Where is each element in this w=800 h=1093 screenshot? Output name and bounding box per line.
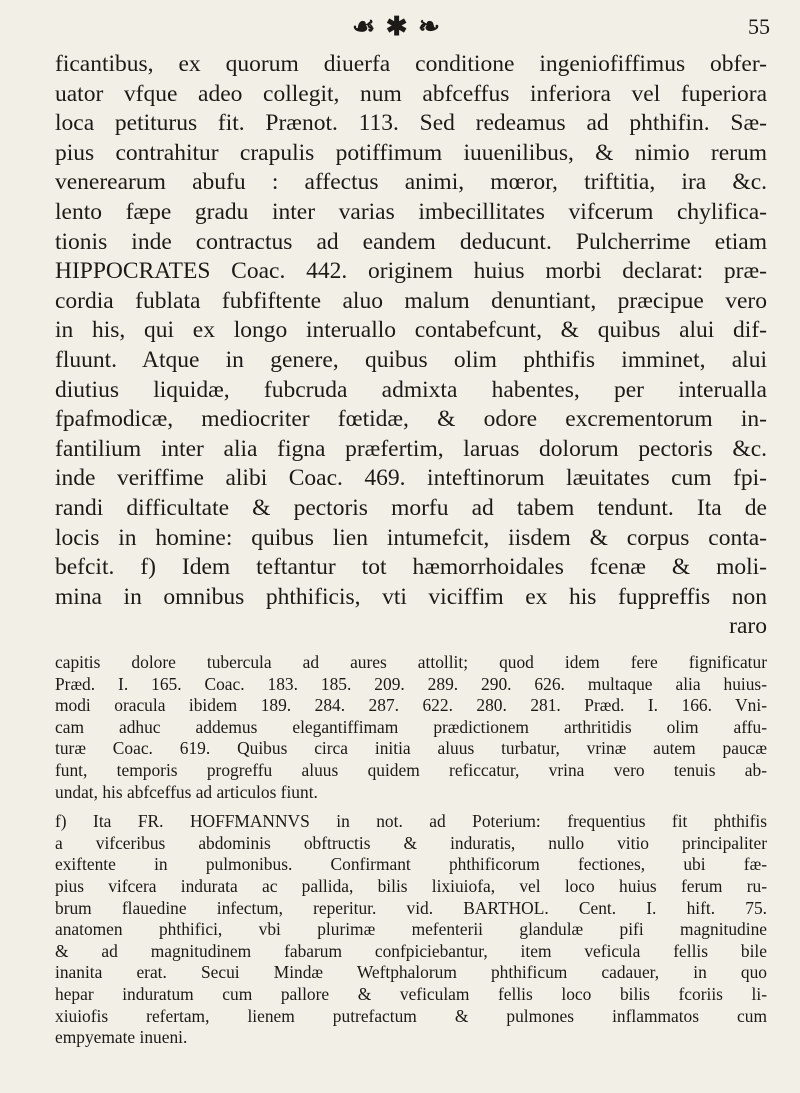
- text-line: cordia fublata fubfiftente aluo malum denuntiant, præcipue vero: [55, 287, 767, 314]
- footnote-line: Præd. I. 165. Coac. 183. 185. 209. 289. 290. 626. multaque alia huius-: [55, 673, 767, 694]
- text-line: locis in homine: quibus lien intumefcit, iisdem & corpus conta-: [55, 524, 767, 551]
- text-line: loca petiturus fit. Prænot. 113. Sed redeamus ad phthifin. Sæ-: [55, 110, 767, 137]
- footnote-line: pius vifcera indurata ac pallida, bilis lixiuiofa, vel loco huius ferum ru-: [55, 875, 767, 896]
- footnote-line: funt, temporis progreffu aluus quidem reficcatur, vrina vero tenuis ab-: [55, 759, 767, 780]
- footnote-line: xiuiofis refertam, lienem putrefactum & pulmones inflammatos cum: [55, 1005, 767, 1026]
- footnote-line: cam adhuc addemus elegantiffimam prædictionem arthritidis olim affu-: [55, 716, 767, 737]
- note-separator: [55, 803, 767, 811]
- text-line: raro: [729, 613, 767, 640]
- text-line: fantilium inter alia figna præfertim, laruas dolorum pectoris &c.: [55, 435, 767, 462]
- footnote-line: turæ Coac. 619. Quibus circa initia aluus turbatur, vrinæ autem paucæ: [55, 738, 767, 759]
- footnote-line: exiftente in pulmonibus. Confirmant phthificorum fectiones, ubi fæ-: [55, 854, 767, 875]
- page-number: 55: [748, 14, 770, 39]
- text-line: fpafmodicæ, mediocriter fœtidæ, & odore excrementorum in-: [55, 406, 767, 433]
- footnotes-block: [55, 652, 767, 1049]
- text-line: venerearum abufu : affectus animi, mœror, triftitia, ira &c.: [55, 169, 767, 196]
- text-line: lento fæpe gradu inter varias imbecillitates vifcerum chylifica-: [55, 198, 767, 225]
- footnote-line: brum flauedine infectum, reperitur. vid. BARTHOL. Cent. I. hift. 75.: [55, 897, 767, 918]
- text-line: HIPPOCRATES Coac. 442. originem huius morbi declarat: præ-: [55, 258, 767, 285]
- footnote-line: undat, his abfceffus ad articulos fiunt.: [55, 781, 318, 802]
- footnote-line: f) Ita FR. HOFFMANNVS in not. ad Poterium: frequentius fit phthifis: [55, 811, 767, 832]
- text-line: diutius liquidæ, fubcruda admixta habentes, per interualla: [55, 376, 767, 403]
- text-line: ficantibus, ex quorum diuerfa conditione ingeniofiffimus obfer-: [55, 51, 767, 77]
- text-line: mina in omnibus phthificis, vti viciffim ex his fuppreffis non: [55, 583, 767, 610]
- text-line: inde veriffime alibi Coac. 469. inteftinorum læuitates cum fpi-: [55, 465, 767, 492]
- footnote-line: modi oracula ibidem 189. 284. 287. 622. 280. 281. Præd. I. 166. Vni-: [55, 695, 767, 716]
- running-header: [0, 8, 800, 48]
- text-line: pius contrahitur crapulis potiffimum iuuenilibus, & nimio rerum: [55, 139, 767, 166]
- footnote-line: hepar induratum cum pallore & veficulam fellis loco bilis fcoriis li-: [55, 983, 767, 1004]
- footnote-line: empyemate inueni.: [55, 1027, 188, 1048]
- text-line: tionis inde contractus ad eandem deducunt. Pulcherrime etiam: [55, 228, 767, 255]
- footnote-line: & ad magnitudinem fabarum confpiciebantur, item veficula fellis bile: [55, 940, 767, 961]
- footnote-line: capitis dolore tubercula ad aures attollit; quod idem fere fignificatur: [55, 652, 767, 672]
- text-line: randi difficultate & pectoris morfu ad tabem tendunt. Ita de: [55, 494, 767, 521]
- text-line: uator vfque adeo collegit, num abfceffus inferiora vel fuperiora: [55, 80, 767, 107]
- text-line: befcit. f) Idem teftantur tot hæmorrhoidales fcenæ & moli-: [55, 554, 767, 581]
- footnote-line: anatomen phthifici, vbi plurimæ mefenterii glandulæ pifi magnitudine: [55, 919, 767, 940]
- main-text-block: [55, 50, 767, 642]
- header-ornament: ☙ ✱ ❧: [352, 12, 442, 41]
- footnote-line: a vifceribus abdominis obftructis & induratis, nullo vitio principaliter: [55, 832, 767, 853]
- text-line: fluunt. Atque in genere, quibus olim phthifis imminet, alui: [55, 346, 767, 373]
- footnote-line: inanita erat. Secui Mindæ Weftphalorum phthificum cadauer, in quo: [55, 962, 767, 983]
- text-line: in his, qui ex longo interuallo contabefcunt, & quibus alui dif-: [55, 317, 767, 344]
